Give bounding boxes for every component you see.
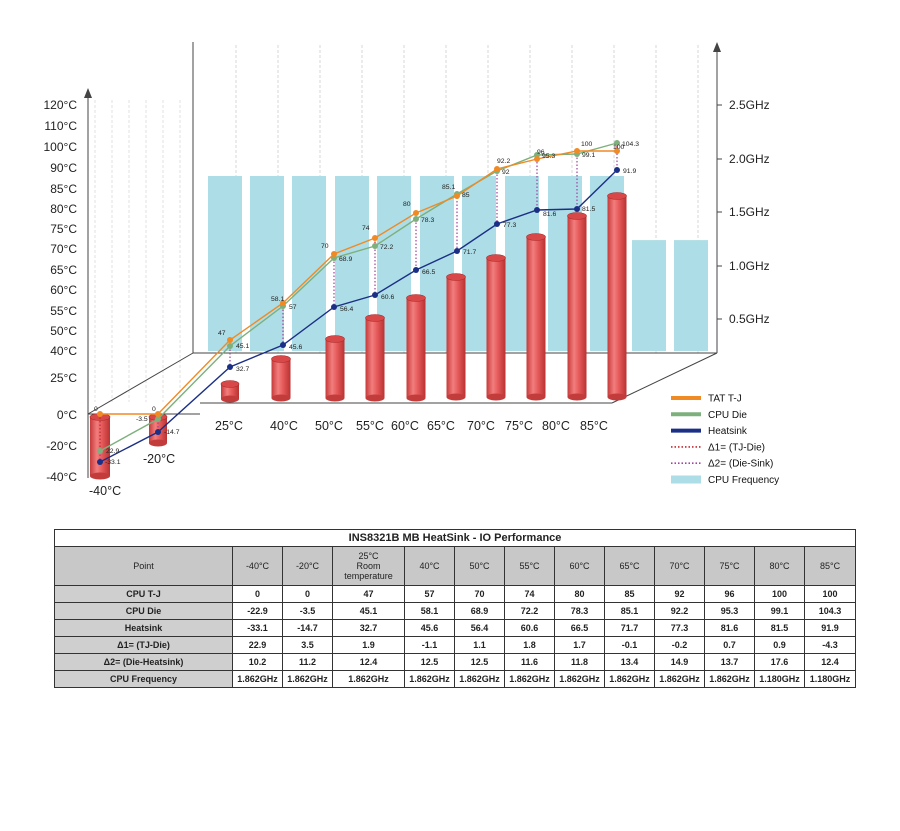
table-body (55, 586, 856, 688)
y-axis-left-ticks (44, 98, 78, 484)
point-label: 56.4 (340, 306, 354, 313)
table-cell: 80 (555, 586, 605, 603)
table-cell: 11.2 (283, 654, 333, 671)
table-cell: 104.3 (805, 603, 856, 620)
tat-tj-point (155, 411, 161, 417)
y-left-tick-label: 85°C (50, 182, 77, 196)
x-category-label: 55°C (356, 419, 384, 433)
table-title: INS8321B MB HeatSink - IO Performance (55, 530, 856, 547)
table-header-cell (233, 547, 283, 586)
legend-label: Δ1= (TJ-Die) (708, 442, 765, 454)
table-cell: 68.9 (455, 603, 505, 620)
tat-tj-point (372, 235, 378, 241)
cpu-frequency-bar (674, 240, 708, 351)
table-header-row (55, 547, 856, 586)
table-row (55, 586, 856, 603)
legend-label: CPU Die (708, 409, 747, 421)
legend-label: Heatsink (708, 426, 747, 438)
y-left-tick-label: 90°C (50, 161, 77, 175)
heatsink-point (413, 267, 419, 273)
y-left-tick-label: 50°C (50, 324, 77, 338)
point-label: 95.3 (542, 153, 556, 160)
point-label: 85.1 (442, 184, 456, 191)
ambient-cylinder-base (366, 395, 385, 402)
point-label: 100 (581, 141, 593, 148)
ambient-cylinder-base (568, 394, 587, 401)
ambient-cylinder-base (326, 395, 345, 402)
table-cell: 100 (805, 586, 856, 603)
point-label: 85 (462, 192, 470, 199)
heatsink-point (331, 304, 337, 310)
table-cell: 1.7 (555, 637, 605, 654)
tat-tj-point (97, 411, 103, 417)
heatsink-point (454, 248, 460, 254)
tat-tj-point (227, 337, 233, 343)
heatsink-point (97, 459, 103, 465)
y-left-tick-label: 65°C (50, 263, 77, 277)
y-left-tick-label: 100°C (43, 140, 77, 154)
table-row-label: Δ1= (TJ-Die) (55, 637, 233, 654)
x-category-label: 50°C (315, 419, 343, 433)
cpu-frequency-bar (632, 240, 666, 351)
table-cell: -4.3 (805, 637, 856, 654)
ambient-cylinder-body (487, 258, 506, 397)
point-label: 77.3 (503, 222, 517, 229)
ambient-cylinder-top (487, 255, 506, 262)
table-cell: -33.1 (233, 620, 283, 637)
table-header-text: 40°C (419, 561, 440, 571)
table-header-cell (455, 547, 505, 586)
table-header-cell (605, 547, 655, 586)
x-category-label: 85°C (580, 419, 608, 433)
table-header-text: 75°C (719, 561, 740, 571)
ambient-cylinder-top (366, 315, 385, 322)
table-header-cell (655, 547, 705, 586)
table-cell: 92 (655, 586, 705, 603)
point-label: -14.7 (164, 429, 180, 436)
cpu-frequency-bar (335, 176, 369, 351)
heatsink-point (534, 207, 540, 213)
table-cell: -0.1 (605, 637, 655, 654)
ambient-cylinder-top (221, 381, 239, 388)
y-left-tick-label: 60°C (50, 283, 77, 297)
table-header-text: temperature (344, 571, 393, 581)
heatsink-point (155, 429, 161, 435)
x-category-label: 65°C (427, 419, 455, 433)
y-left-tick-label: 0°C (56, 408, 77, 422)
cpu-frequency-bar (250, 176, 284, 351)
ambient-cylinder-base (272, 395, 291, 402)
right-depth-axis (612, 353, 717, 403)
table-cell: 45.1 (333, 603, 405, 620)
table-row (55, 637, 856, 654)
y-right-tick-label: 1.5GHz (729, 205, 770, 219)
legend-label: TAT T-J (708, 393, 742, 405)
ambient-cylinder-body (407, 298, 426, 398)
x-category-label: 80°C (542, 419, 570, 433)
point-label: 104.3 (622, 141, 640, 148)
ambient-cylinder-base (447, 394, 466, 401)
table-row (55, 654, 856, 671)
ambient-cylinder-body (447, 277, 466, 397)
y-axis-right-ticks (717, 98, 770, 326)
point-label: 32.7 (236, 366, 250, 373)
table-row-label: CPU T-J (55, 586, 233, 603)
point-label: 92 (502, 169, 510, 176)
ambient-cylinder-base (527, 394, 546, 401)
y-left-tick-label: 70°C (50, 242, 77, 256)
table-header-text: 60°C (569, 561, 590, 571)
table-cell: 11.8 (555, 654, 605, 671)
ambient-cylinder-body (568, 216, 587, 397)
legend-label: Δ2= (Die-Sink) (708, 458, 774, 470)
table-cell: 81.5 (755, 620, 805, 637)
y-left-tick-label: 120°C (43, 98, 77, 112)
table-cell: 99.1 (755, 603, 805, 620)
table-cell: 1.862GHz (705, 671, 755, 688)
table-header-text: -40°C (245, 561, 270, 571)
y-right-tick-label: 2.5GHz (729, 98, 770, 112)
x-category-label: 60°C (391, 419, 419, 433)
point-label: 60.6 (381, 294, 395, 301)
table-cell: 12.5 (455, 654, 505, 671)
point-label: -3.5 (136, 416, 148, 423)
table-cell: -22.9 (233, 603, 283, 620)
point-label: 91.9 (623, 168, 637, 175)
y-left-tick-label: -20°C (46, 439, 77, 453)
table-header-text: 50°C (469, 561, 490, 571)
point-label: 78.3 (421, 217, 435, 224)
table-cell: 100 (755, 586, 805, 603)
table-cell: 70 (455, 586, 505, 603)
y-right-tick-label: 1.0GHz (729, 259, 770, 273)
table-header-cell (755, 547, 805, 586)
heatsink-point (574, 206, 580, 212)
table-header-cell (555, 547, 605, 586)
cpu-frequency-bar (292, 176, 326, 351)
ambient-cylinder-base (90, 473, 110, 480)
table-cell: 12.4 (805, 654, 856, 671)
left-axis-arrow (84, 88, 92, 98)
tat-tj-point (494, 166, 500, 172)
point-label: -33.1 (105, 459, 121, 466)
ambient-cylinder-top (447, 274, 466, 281)
cpu-die-point (413, 216, 419, 222)
heatsink-point (372, 292, 378, 298)
table-row (55, 620, 856, 637)
x-category-label: -40°C (89, 484, 122, 498)
right-axis-arrow (713, 42, 721, 52)
y-left-tick-label: 110°C (44, 119, 77, 133)
table-cell: 1.9 (333, 637, 405, 654)
table-cell: 72.2 (505, 603, 555, 620)
cpu-frequency-bar (208, 176, 242, 351)
cpu-die-point (372, 243, 378, 249)
ambient-cylinder-top (608, 193, 627, 200)
table-cell: -14.7 (283, 620, 333, 637)
table-cell: 1.862GHz (233, 671, 283, 688)
table-cell: 0 (283, 586, 333, 603)
table-cell: 1.1 (455, 637, 505, 654)
table-cell: 10.2 (233, 654, 283, 671)
table-header-cell (505, 547, 555, 586)
legend-swatch (671, 476, 701, 484)
table-cell: 32.7 (333, 620, 405, 637)
table-cell: 14.9 (655, 654, 705, 671)
x-category-label: 70°C (467, 419, 495, 433)
legend (671, 394, 779, 487)
table-cell: 1.8 (505, 637, 555, 654)
ambient-cylinder-top (568, 213, 587, 220)
table-cell: 58.1 (405, 603, 455, 620)
point-label: 80 (403, 201, 411, 208)
heatsink-point (280, 342, 286, 348)
table-cell: 1.862GHz (405, 671, 455, 688)
table-cell: 12.4 (333, 654, 405, 671)
ambient-cylinder-top (527, 234, 546, 241)
point-label: 81.5 (582, 206, 596, 213)
point-label: 99.1 (582, 152, 596, 159)
table-cell: 0 (233, 586, 283, 603)
cpu-die-point (97, 448, 103, 454)
ambient-cylinder-top (272, 356, 291, 363)
point-label: 70 (321, 243, 329, 250)
point-label: 22.9 (106, 448, 120, 455)
table-cell: 56.4 (455, 620, 505, 637)
point-label: 0 (152, 406, 156, 413)
point-label: 68.9 (339, 256, 353, 263)
table-cell: -0.2 (655, 637, 705, 654)
table-cell: 1.862GHz (283, 671, 333, 688)
ambient-cylinder-base (221, 396, 239, 403)
point-label: 66.5 (422, 269, 436, 276)
table-row-label: CPU Die (55, 603, 233, 620)
table-cell: 81.6 (705, 620, 755, 637)
y-left-tick-label: 25°C (50, 371, 77, 385)
table-cell: 0.9 (755, 637, 805, 654)
table-header-cell (705, 547, 755, 586)
table-cell: 60.6 (505, 620, 555, 637)
table-header-cell (283, 547, 333, 586)
table-cell: 1.862GHz (455, 671, 505, 688)
table-header-text: -20°C (295, 561, 320, 571)
x-category-label: 75°C (505, 419, 533, 433)
point-label: 45.6 (289, 344, 303, 351)
table-cell: 77.3 (655, 620, 705, 637)
table-row-label: Δ2= (Die-Heatsink) (55, 654, 233, 671)
table-cell: 95.3 (705, 603, 755, 620)
ambient-cylinder-top (326, 336, 345, 343)
table-header-text: 80°C (769, 561, 790, 571)
y-right-tick-label: 0.5GHz (729, 312, 770, 326)
table-header-text: 70°C (669, 561, 690, 571)
tat-tj-point (454, 193, 460, 199)
y-left-tick-label: 55°C (50, 304, 77, 318)
ambient-cylinder-base (407, 395, 426, 402)
table-cell: 0.7 (705, 637, 755, 654)
cpu-die-point (227, 343, 233, 349)
table-cell: 1.862GHz (555, 671, 605, 688)
ambient-cylinder-body (608, 196, 627, 397)
y-left-tick-label: -40°C (46, 470, 77, 484)
point-label: 47 (218, 330, 226, 337)
point-label: 57 (289, 304, 297, 311)
table-header-text: Point (133, 561, 154, 571)
table-header-text: 55°C (519, 561, 540, 571)
table-cell: 22.9 (233, 637, 283, 654)
table-row (55, 603, 856, 620)
table-cell: 1.862GHz (505, 671, 555, 688)
table-header-text: Room (356, 561, 381, 571)
point-label: 74 (362, 225, 370, 232)
table-cell: -1.1 (405, 637, 455, 654)
table-header-text: 85°C (819, 561, 841, 571)
ambient-cylinder-base (487, 394, 506, 401)
table-cell: 78.3 (555, 603, 605, 620)
table-header-text: 25°C (358, 551, 379, 561)
table-header-cell (805, 547, 856, 586)
table-cell: 13.4 (605, 654, 655, 671)
table-cell: 3.5 (283, 637, 333, 654)
point-label: 0 (94, 406, 98, 413)
x-category-label: -20°C (143, 452, 176, 466)
tat-tj-point (331, 251, 337, 257)
ambient-cylinder-body (326, 339, 345, 398)
table-row-label: Heatsink (55, 620, 233, 637)
y-left-tick-label: 80°C (50, 202, 77, 216)
table-cell: 1.180GHz (755, 671, 805, 688)
point-label: 45.1 (236, 343, 250, 350)
performance-table-container (54, 529, 855, 688)
y-left-tick-label: 75°C (50, 222, 77, 236)
table-header-point (55, 547, 233, 586)
table-cell: 74 (505, 586, 555, 603)
table-cell: 85 (605, 586, 655, 603)
ambient-cylinder-base (149, 440, 167, 447)
heatsink-point (227, 364, 233, 370)
table-header-cell (405, 547, 455, 586)
table-header-text: 65°C (619, 561, 640, 571)
table-cell: 66.5 (555, 620, 605, 637)
table-cell: 91.9 (805, 620, 856, 637)
ambient-cylinder-top (407, 295, 426, 302)
tat-tj-point (534, 156, 540, 162)
ambient-cylinder-base (608, 394, 627, 401)
ambient-cylinder-body (366, 318, 385, 398)
point-label: 92.2 (497, 158, 511, 165)
table-cell: 47 (333, 586, 405, 603)
table-cell: 57 (405, 586, 455, 603)
table-cell: 85.1 (605, 603, 655, 620)
point-label: 58.1 (271, 296, 285, 303)
depth-axis (88, 353, 193, 414)
table-cell: 71.7 (605, 620, 655, 637)
table-row (55, 671, 856, 688)
table-cell: 1.862GHz (333, 671, 405, 688)
table-cell: 96 (705, 586, 755, 603)
performance-table (54, 529, 856, 688)
heatsink-point (494, 221, 500, 227)
table-cell: 11.6 (505, 654, 555, 671)
y-right-tick-label: 2.0GHz (729, 152, 770, 166)
table-cell: 92.2 (655, 603, 705, 620)
table-cell: 1.862GHz (605, 671, 655, 688)
tat-tj-point (413, 210, 419, 216)
x-category-label: 40°C (270, 419, 298, 433)
ambient-cylinder-body (272, 359, 291, 398)
point-label: 100 (613, 144, 625, 151)
table-cell: 1.180GHz (805, 671, 856, 688)
table-cell: 17.6 (755, 654, 805, 671)
table-cell: -3.5 (283, 603, 333, 620)
x-category-label: 25°C (215, 419, 243, 433)
table-row-label: CPU Frequency (55, 671, 233, 688)
point-label: 96 (537, 149, 545, 156)
tat-tj-point (574, 148, 580, 154)
ambient-cylinder-body (527, 237, 546, 397)
table-cell: 45.6 (405, 620, 455, 637)
y-left-tick-label: 40°C (50, 344, 77, 358)
table-cell: 1.862GHz (655, 671, 705, 688)
point-label: 72.2 (380, 244, 394, 251)
legend-label: CPU Frequency (708, 475, 780, 486)
heatsink-point (614, 167, 620, 173)
point-label: 81.6 (543, 211, 557, 218)
point-label: 71.7 (463, 249, 477, 256)
table-cell: 13.7 (705, 654, 755, 671)
table-cell: 12.5 (405, 654, 455, 671)
table-header-cell (333, 547, 405, 586)
